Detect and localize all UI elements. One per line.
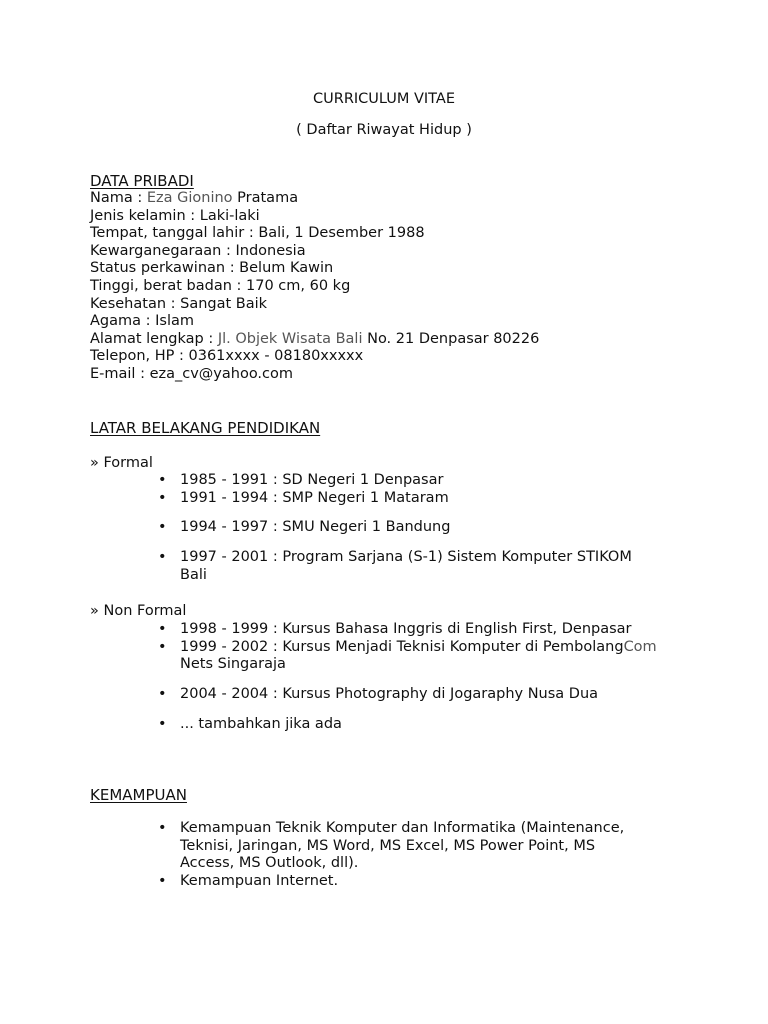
bullet-icon: • — [158, 820, 167, 836]
field-agama: Agama : Islam — [90, 313, 194, 330]
bullet-icon: • — [158, 519, 167, 535]
field-ttl: Tempat, tanggal lahir : Bali, 1 Desember 1988 — [90, 225, 425, 242]
list-item-text: Kemampuan Teknik Komputer dan Informatika (Maintenance, Teknisi, Jaringan, MS Word, MS Excel, MS Power Point, MS Access, MS Outlook, dll). — [180, 820, 625, 872]
bullet-icon: • — [158, 549, 167, 565]
alamat-rest: No. 21 Denpasar 80226 — [362, 330, 540, 347]
list-item-text: 1991 - 1994 : SMP Negeri 1 Mataram — [180, 489, 449, 506]
field-status: Status perkawinan : Belum Kawin — [90, 260, 334, 277]
nama-first: Eza Gionino — [146, 190, 233, 206]
list-item-text: 1997 - 2001 : Program Sarjana (S-1) Sistem Komputer STIKOM Bali — [180, 549, 632, 583]
bullet-icon: • — [158, 489, 167, 506]
alamat-street: Jl. Objek Wisata Bali — [217, 330, 363, 347]
list-item — [158, 490, 678, 508]
field-nama — [90, 190, 710, 208]
kemampuan-list — [158, 820, 648, 890]
list-item-text: 1999 - 2002 : Kursus Menjadi Teknisi Komputer di Pembolang — [180, 638, 624, 655]
section-kemampuan — [90, 786, 710, 804]
formal-list-a — [158, 472, 678, 507]
document-subtitle: ( Daftar Riwayat Hidup ) — [296, 122, 472, 138]
field-telepon: Telepon, HP : 0361xxxx - 08180xxxxx — [90, 348, 364, 365]
list-item-text: 1985 - 1991 : SD Negeri 1 Denpasar — [180, 472, 444, 488]
list-item-text: 1994 - 1997 : SMU Negeri 1 Bandung — [180, 519, 451, 535]
heading-data-pribadi: DATA PRIBADI — [90, 172, 194, 190]
field-tinggi: Tinggi, berat badan : 170 cm, 60 kg — [90, 277, 351, 294]
field-jenis-kelamin: Jenis kelamin : Laki-laki — [90, 207, 260, 224]
list-item — [158, 716, 678, 734]
field-kewarganegaraan: Kewarganegaraan : Indonesia — [90, 242, 306, 259]
personal-data-lines — [90, 190, 710, 384]
field-kesehatan: Kesehatan : Sangat Baik — [90, 295, 268, 312]
list-item — [158, 639, 668, 674]
list-item — [158, 472, 678, 490]
list-item — [158, 873, 648, 891]
bullet-icon: • — [158, 621, 167, 637]
alamat-label: Alamat lengkap : — [90, 330, 218, 347]
list-item-text: ... tambahkan jika ada — [180, 716, 342, 732]
nonformal-list-b — [158, 686, 678, 704]
field-email: E-mail : eza_cv@yahoo.com — [90, 365, 294, 382]
list-item-text-grey: Com — [623, 638, 657, 655]
nama-last: Pratama — [232, 190, 299, 206]
list-item — [158, 820, 648, 873]
list-item — [158, 686, 678, 704]
list-item-text: 1998 - 1999 : Kursus Bahasa Inggris di English First, Denpasar — [180, 621, 632, 637]
document-title: CURRICULUM VITAE — [313, 91, 455, 107]
bullet-icon: • — [158, 872, 167, 889]
section-pendidikan — [90, 419, 710, 437]
list-item — [158, 549, 658, 584]
formal-list-c — [158, 549, 658, 584]
nonformal-label: » Non Formal — [90, 603, 187, 619]
nonformal-list-c — [158, 716, 678, 734]
bullet-icon: • — [158, 638, 167, 655]
formal-list-b — [158, 519, 678, 537]
nama-label: Nama : — [90, 190, 147, 206]
nonformal-list-a — [158, 621, 668, 674]
bullet-icon: • — [158, 686, 167, 702]
bullet-icon: • — [158, 472, 167, 488]
bullet-icon: • — [158, 716, 167, 732]
list-item-text-rest: Nets Singaraja — [180, 656, 286, 673]
list-item-text: 2004 - 2004 : Kursus Photography di Jogaraphy Nusa Dua — [180, 686, 599, 702]
list-item-text: Kemampuan Internet. — [180, 872, 339, 889]
heading-kemampuan: KEMAMPUAN — [90, 786, 187, 804]
formal-label: » Formal — [90, 455, 153, 471]
section-data-pribadi — [90, 172, 710, 384]
heading-pendidikan: LATAR BELAKANG PENDIDIKAN — [90, 419, 321, 437]
list-item — [158, 519, 678, 537]
list-item — [158, 621, 668, 639]
field-alamat — [90, 331, 710, 349]
